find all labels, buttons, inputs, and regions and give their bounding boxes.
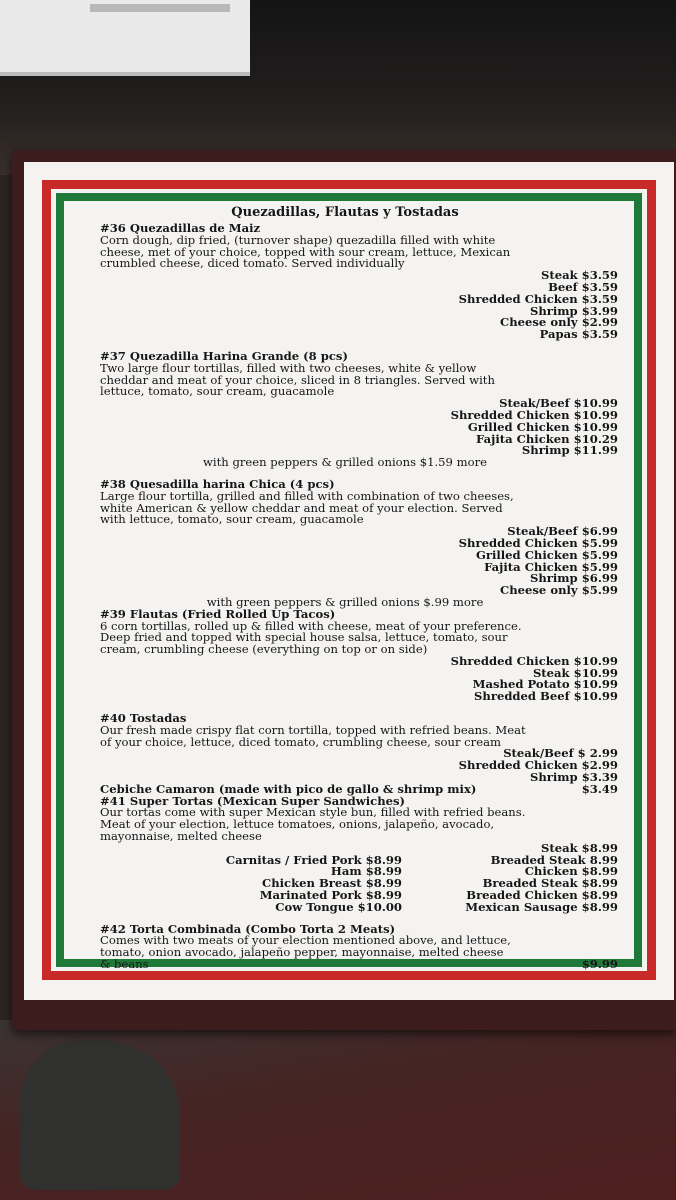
item-heading: #40 Tostadas (100, 711, 187, 726)
price-line: Ham $8.99 (330, 864, 402, 879)
price-line: Beef $3.59 (548, 279, 618, 294)
price-line: Shredded Beef $10.99 (474, 689, 618, 704)
price-line: Breaded Steak $8.99 (482, 876, 618, 891)
price-line: Breaded Steak 8.99 (490, 852, 618, 867)
price-line: Shredded Chicken $3.59 (458, 291, 618, 306)
menu-item-38 (72, 476, 618, 609)
torta-left-column (72, 852, 402, 914)
price-line: Shrimp $3.39 (529, 770, 618, 785)
item-description: of your choice, lettuce, diced tomato, crumbling cheese, sour cream (100, 734, 501, 749)
item-description: Comes with two meats of your election mentioned above, and lettuce, (100, 933, 511, 948)
menu-title: Quezadillas, Flautas y Tostadas (231, 205, 459, 220)
price-line: Chicken Breast $8.99 (261, 876, 402, 891)
item-heading: #42 Torta Combinada (Combo Torta 2 Meats) (100, 921, 396, 936)
price-line: Shredded Chicken $10.99 (450, 653, 618, 668)
price-line: Steak $3.59 (541, 268, 618, 283)
item-description: & beans (100, 957, 149, 972)
price-line: Shrimp $11.99 (521, 443, 618, 458)
price-line: Cow Tongue $10.00 (275, 899, 402, 914)
price-line: Fajita Chicken $5.99 (484, 559, 618, 574)
price-line: Cheese only $2.99 (500, 315, 618, 330)
menu-content (72, 205, 618, 971)
price-line: Mashed Potato $10.99 (472, 677, 618, 692)
item-description: lettuce, tomato, sour cream, guacamole (100, 384, 335, 399)
price-line: Fajita Chicken $10.29 (476, 431, 618, 446)
item-description: Meat of your election, lettuce tomatoes, onions, jalapeño, avocado, (100, 817, 495, 832)
price-line: Marinated Pork $8.99 (259, 888, 402, 903)
menu-item-41 (72, 793, 618, 914)
torta-right-column (402, 852, 618, 914)
item-description: Our fresh made crispy flat corn tortilla, topped with refried beans. Meat (100, 722, 526, 737)
menu-item-40 (72, 713, 618, 796)
item-description: Deep fried and topped with special house salsa, lettuce, tomato, sour (100, 630, 508, 645)
price-line: Breaded Chicken $8.99 (466, 888, 618, 903)
item-heading: #37 Quezadilla Harina Grande (8 pcs) (100, 348, 348, 363)
item-description: white American & yellow cheddar and meat of your election. Served (100, 500, 503, 515)
cebiche-price: $3.49 (581, 781, 618, 796)
background-card (0, 0, 250, 76)
torta-price-columns (72, 852, 618, 914)
item-description: with lettuce, tomato, sour cream, guacamole (100, 512, 364, 527)
price-line: Steak/Beef $6.99 (507, 524, 618, 539)
menu-item-39 (72, 606, 618, 704)
background-knee (20, 1040, 180, 1190)
item-description: cheddar and meat of your choice, sliced in 8 triangles. Served with (100, 372, 495, 387)
item-description: Our tortas come with super Mexican style bun, filled with refried beans. (100, 805, 526, 820)
combo-last-row (72, 959, 618, 971)
price-line: Steak $8.99 (541, 840, 618, 855)
price-line: Shredded Chicken $10.99 (450, 407, 618, 422)
menu-item-42 (72, 921, 618, 972)
item-description: mayonnaise, melted cheese (100, 829, 262, 844)
price-line: Steak/Beef $10.99 (499, 396, 618, 411)
item-description: crumbled cheese, diced tomato. Served individually (100, 256, 405, 271)
item-heading: #36 Quezadillas de Maiz (100, 221, 261, 235)
item-description: cream, crumbling cheese (everything on top or on side) (100, 642, 428, 657)
item-description: Large flour tortilla, grilled and filled with combination of two cheeses, (100, 488, 514, 503)
price-line: Cheese only $5.99 (500, 583, 618, 598)
item-description: 6 corn tortillas, rolled up & filled with cheese, meat of your preference. (100, 618, 522, 633)
price-line: Grilled Chicken $10.99 (467, 419, 618, 434)
item-heading: #41 Super Tortas (Mexican Super Sandwiches) (100, 793, 406, 808)
menu-item-37 (72, 348, 618, 470)
addon-note: with green peppers & grilled onions $.99 more (206, 594, 484, 609)
item-description: tomato, onion avocado, jalapeño pepper, mayonnaise, melted cheese (100, 945, 504, 960)
price-line: Mexican Sausage $8.99 (465, 899, 618, 914)
item-heading: #39 Flautas (Fried Rolled Up Tacos) (100, 606, 336, 621)
price-line: Steak $10.99 (532, 665, 618, 680)
price-line: Grilled Chicken $5.99 (475, 547, 618, 562)
price-line: Shredded Chicken $2.99 (458, 758, 618, 773)
price-line: Papas $3.59 (539, 327, 618, 342)
item-description: Corn dough, dip fried, (turnover shape) quezadilla filled with white (100, 232, 496, 247)
price-line: Shredded Chicken $5.99 (458, 535, 618, 550)
price-line: Shrimp $6.99 (529, 571, 618, 586)
price-line: Steak/Beef $ 2.99 (503, 746, 618, 761)
combo-price: $9.99 (581, 957, 618, 972)
item-description: cheese, met of your choice, topped with sour cream, lettuce, Mexican (100, 244, 511, 259)
price-line: Carnitas / Fried Pork $8.99 (225, 852, 402, 867)
addon-note: with green peppers & grilled onions $1.59 more (203, 455, 487, 470)
cebiche-label: Cebiche Camaron (made with pico de gallo & shrimp mix) (100, 781, 477, 796)
item-heading: #38 Quesadilla harina Chica (4 pcs) (100, 476, 335, 491)
price-line: Shrimp $3.99 (529, 303, 618, 318)
item-description: Two large flour tortillas, filled with two cheeses, white & yellow (100, 360, 477, 375)
menu-item-36 (72, 223, 618, 341)
price-line: Chicken $8.99 (524, 864, 618, 879)
background-card-line (90, 4, 230, 12)
